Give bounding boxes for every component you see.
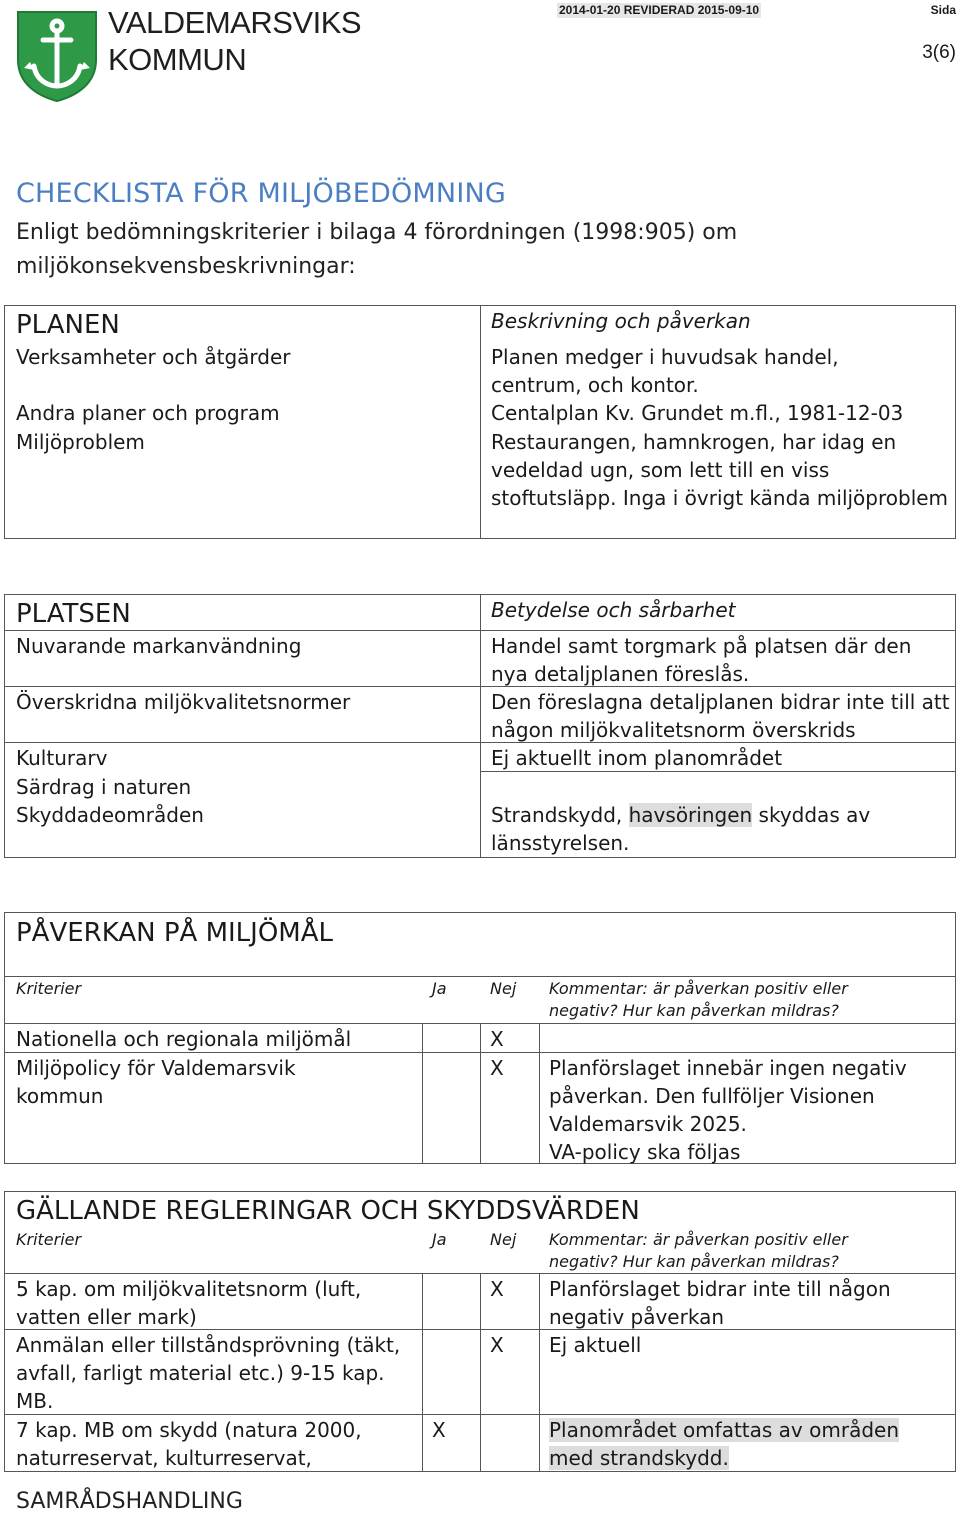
planen-row-label: Andra planer och program xyxy=(16,401,280,425)
platsen-row-label: Skyddadeområden xyxy=(16,803,204,827)
regleringar-row-ja: X xyxy=(432,1418,446,1442)
org-name-line2: KOMMUN xyxy=(108,42,247,77)
regleringar-row-label: 5 kap. om miljökvalitetsnorm (luft, vatten eller mark) xyxy=(16,1277,362,1329)
comment-line: VA-policy ska följas xyxy=(549,1140,741,1164)
highlighted-text: Planområdet omfattas av områden med strandskydd. xyxy=(549,1418,899,1470)
miljomal-row-nej: X xyxy=(490,1056,504,1080)
column-header-nej: Nej xyxy=(490,979,517,998)
platsen-row-value: Den föreslagna detaljplanen bidrar inte till att någon miljökvalitetsnorm överskrids xyxy=(491,690,950,742)
regleringar-row-nej: X xyxy=(490,1277,504,1301)
planen-row-value: Centalplan Kv. Grundet m.fl., 1981-12-03 xyxy=(491,401,904,425)
planen-row-label: Miljöproblem xyxy=(16,430,145,454)
platsen-row-value: Ej aktuellt inom planområdet xyxy=(491,746,783,770)
platsen-row-value xyxy=(491,801,931,857)
highlighted-text: havsöringen xyxy=(628,803,753,827)
document-status: SAMRÅDSHANDLING xyxy=(16,1489,243,1514)
platsen-row-label: Nuvarande markanvändning xyxy=(16,634,302,658)
org-name-line1: VALDEMARSVIKS xyxy=(108,5,362,40)
page-number: 3(6) xyxy=(922,42,956,63)
regleringar-row-comment: Ej aktuell xyxy=(549,1333,642,1357)
column-header-kriterier: Kriterier xyxy=(16,979,82,998)
column-header-ja: Ja xyxy=(432,979,447,998)
platsen-heading: PLATSEN xyxy=(16,599,131,629)
comment-line: Planförslaget innebär ingen negativ påverkan. Den fullföljer Visionen Valdemarsvik 2025. xyxy=(549,1056,907,1136)
value-text: Strandskydd, xyxy=(491,803,629,827)
page-subtitle: Enligt bedömningskriterier i bilaga 4 förordningen (1998:905) om miljökonsekvensbeskrivningar: xyxy=(16,220,738,279)
planen-row-value: Restaurangen, hamnkrogen, har idag en vedeldad ugn, som lett till en viss stoftutsläpp. Inga i övrigt kända miljöproblem xyxy=(491,430,949,510)
regleringar-row-comment xyxy=(549,1416,949,1472)
regleringar-row-label: 7 kap. MB om skydd (natura 2000, naturreservat, kulturreservat, xyxy=(16,1418,362,1470)
miljomal-row-label: Nationella och regionala miljömål xyxy=(16,1027,352,1051)
column-header-kommentar: Kommentar: är påverkan positiv eller negativ? Hur kan påverkan mildras? xyxy=(549,1230,848,1271)
miljomal-heading: PÅVERKAN PÅ MILJÖMÅL xyxy=(16,918,333,948)
platsen-row-label: Särdrag i naturen xyxy=(16,775,192,799)
miljomal-row-nej: X xyxy=(490,1027,504,1051)
column-header-nej: Nej xyxy=(490,1230,517,1249)
organization-name xyxy=(108,4,361,78)
column-header-kriterier: Kriterier xyxy=(16,1230,82,1249)
regleringar-heading: GÄLLANDE REGLERINGAR OCH SKYDDSVÄRDEN xyxy=(16,1196,640,1226)
column-header-kommentar: Kommentar: är påverkan positiv eller negativ? Hur kan påverkan mildras? xyxy=(549,979,848,1020)
planen-heading: PLANEN xyxy=(16,310,120,340)
planen-row-value: Planen medger i huvudsak handel, centrum, och kontor. xyxy=(491,345,839,397)
platsen-row-label: Kulturarv xyxy=(16,746,108,770)
regleringar-row-comment: Planförslaget bidrar inte till någon negativ påverkan xyxy=(549,1277,891,1329)
column-header-ja: Ja xyxy=(432,1230,447,1249)
platsen-col2-heading: Betydelse och sårbarhet xyxy=(491,598,736,622)
page-title: CHECKLISTA FÖR MILJÖBEDÖMNING xyxy=(16,178,507,209)
platsen-table xyxy=(4,594,956,858)
platsen-row-value: Handel samt torgmark på platsen där den nya detaljplanen föreslås. xyxy=(491,634,912,686)
regleringar-table xyxy=(4,1191,956,1472)
planen-table xyxy=(4,305,956,539)
revision-date: 2014-01-20 REVIDERAD 2015-09-10 xyxy=(559,3,760,17)
regleringar-row-label: Anmälan eller tillståndsprövning (täkt, avfall, farligt material etc.) 9-15 kap. MB. xyxy=(16,1333,401,1413)
page-label: Sida xyxy=(930,3,956,17)
miljomal-row-comment xyxy=(549,1054,949,1166)
municipality-crest xyxy=(16,10,98,102)
miljomal-table xyxy=(4,912,956,1164)
planen-row-label: Verksamheter och åtgärder xyxy=(16,345,291,369)
miljomal-row-label: Miljöpolicy för Valdemarsvik kommun xyxy=(16,1056,296,1108)
regleringar-row-nej: X xyxy=(490,1333,504,1357)
value-text: skyddas av länsstyrelsen. xyxy=(491,803,871,855)
platsen-row-label: Överskridna miljökvalitetsnormer xyxy=(16,690,351,714)
planen-col2-heading: Beskrivning och påverkan xyxy=(491,309,751,333)
